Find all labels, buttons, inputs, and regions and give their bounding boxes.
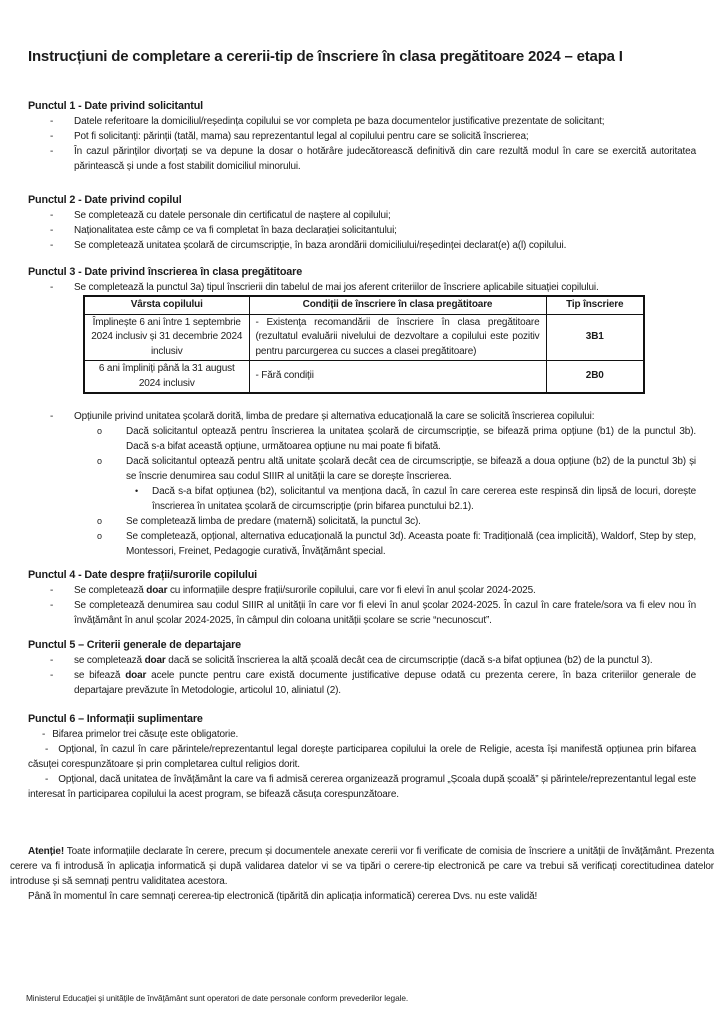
list-item [28,668,696,698]
list-item-text: Opțiunile privind unitatea școlară dorită, limba de predare și alternativa educațională la care se solicită înscrierea copilului: [74,411,595,422]
dash-bullet: - [42,729,46,740]
list-item [28,114,696,129]
paragraph-text: Bifarea primelor trei căsuțe este obligatorie. [52,729,239,740]
section-punctul-6 [28,712,696,802]
dash-bullet: - [50,225,54,236]
dash-bullet: - [50,146,54,157]
list-item [28,583,696,598]
paragraph-text: Opțional, dacă unitatea de învățământ la care va fi admisă cererea organizează programul „Școala după școală” și părintele/reprezentantul legal este interesat în participarea copilului la acest program, se bifează căsuța corespunzătoare. [28,774,696,800]
section-punctul-1 [28,99,696,174]
list-item [28,144,696,174]
list-item [28,238,696,253]
list-item-text: Dacă solicitantul optează pentru altă unitate școlară decât cea de circumscripție, se bifează a doua opțiune (b2) de la punctul 3b) și se înscrie denumirea sau codul SIIIR al unității la care se dorește înscrierea. [126,456,696,482]
list-item-text [74,653,696,668]
list-item-text: Pot fi solicitanți: părinții (tatăl, mama) sau reprezentantul legal al copilului pentru care se solicită înscrierea; [74,131,529,142]
dash-bullet: - [45,744,49,755]
list-item [28,454,696,484]
text-segment: se bifează [74,670,126,681]
disc-bullet: • [135,486,139,496]
circle-bullet: o [97,456,102,466]
text-segment: dacă se solicită înscrierea la altă școală decât cea de circumscripție (dacă s-a bifat opțiunea (b2) de la punctul 3). [165,655,653,666]
circle-bullet: o [97,516,102,526]
table-header-row [84,296,644,314]
paragraph-text: Opțional, în cazul în care părintele/reprezentantul legal dorește participarea copilului la orele de Religie, acesta își manifestă opțiunea prin bifarea căsuței corespunzătoare și prin completarea cultul religios dorit. [28,744,696,770]
paragraph [28,742,696,772]
bold-text: doar [146,585,168,596]
list-item [28,514,696,529]
paragraph: Până în momentul în care semnați cererea-tip electronică (tipărită din aplicația informatică) cererea Dvs. nu este validă! [28,891,538,902]
list-item-text [74,668,696,698]
column-header-age: Vârsta copilului [84,296,249,314]
bold-text: doar [144,655,166,666]
section-6-heading: Punctul 6 – Informații suplimentare [28,713,203,725]
conditions-cell: - Existența recomandării de înscriere în clasa pregătitoare (rezultatul evaluării nivelului de dezvoltare a copilului este pozitiv pentru parcurgerea cu succes a clasei pregătitoare) [249,314,546,361]
type-cell: 2B0 [546,361,644,394]
column-header-type: Tip înscriere [546,296,644,314]
circle-bullet: o [97,531,102,541]
age-cell: 6 ani împliniți până la 31 august 2024 inclusiv [84,361,249,394]
list-item-text: Se completează unitatea școlară de circumscripție, în baza arondării domiciliului/reședinței declarat(e) a(l) copilului. [74,240,567,251]
dash-bullet: - [50,131,54,142]
list-item [28,409,696,424]
list-item-text: Naționalitatea este câmp ce va fi completat în baza declarației solicitantului; [74,225,397,236]
section-2-heading: Punctul 2 - Date privind copilul [28,194,182,206]
age-cell: Împlinește 6 ani între 1 septembrie 2024 inclusiv și 31 decembrie 2024 inclusiv [84,314,249,361]
type-cell: 3B1 [546,314,644,361]
section-punctul-5 [28,638,696,698]
paragraph-text: Toate informațiile declarate în cerere, precum și documentele anexate cererii vor fi verificate de comisia de înscriere a unității de învățământ. Prezenta cerere va fi introdusă în aplicația informatică și după validarea datelor vi se va tipări o cerere-tip electronică pe care va trebui să verificați corectitudinea datelor introduse și să semnați pentru validitatea acestora. [10,846,714,887]
table-row [84,314,644,361]
list-item-text: Se completează limba de predare (maternă) solicitată, la punctul 3c). [126,516,421,527]
table-row [84,361,644,394]
dash-bullet: - [50,116,54,127]
list-item-text [74,583,696,598]
dash-bullet: - [50,240,54,251]
text-segment: Se completează [74,585,147,596]
list-item-text: Dacă s-a bifat opțiunea (b2), solicitantul va menționa dacă, în cazul în care cererea este respinsă din lipsă de locuri, dorește înscrierea în unitatea școlară de circumscripție (prin bifarea punctului b2.1). [152,486,696,512]
list-item [28,280,696,295]
section-punctul-2 [28,193,696,253]
dash-bullet: - [50,282,54,293]
section-punctul-4 [28,568,696,628]
paragraph [28,727,696,742]
list-item [28,653,696,668]
list-item [28,529,696,559]
footer-note: Ministerul Educației și unitățile de învățământ sunt operatori de date personale conform prevederilor legale. [26,993,409,1003]
list-item [28,484,696,514]
dash-bullet: - [50,600,54,611]
list-item-text: În cazul părinților divorțați se va depune la dosar o hotărâre judecătorească definitivă din care rezultă modul în care se exercită autoritatea părintească și unde a fost stabilit domiciliul minorului. [74,146,696,172]
text-segment: se completează [74,655,145,666]
section-4-heading: Punctul 4 - Date despre frații/surorile copilului [28,569,258,581]
dash-bullet: - [50,411,54,422]
list-item-text: Se completează cu datele personale din certificatul de naștere al copilului; [74,210,391,221]
column-header-conditions: Condiții de înscriere în clasa pregătitoare [249,296,546,314]
page-title: Instrucțiuni de completare a cererii-tip de înscriere în clasa pregătitoare 2024 – etapa I [28,48,623,65]
list-item [28,129,696,144]
section-punctul-3 [28,265,696,559]
list-item-text: Se completează la punctul 3a) tipul înscrierii din tabelul de mai jos aferent criteriilor de înscriere aplicabile situației copilului. [74,282,599,293]
list-item [28,598,696,628]
paragraph [28,772,696,802]
list-item-text: Dacă solicitantul optează pentru înscrierea la unitatea școlară de circumscripție, se bifează prima opțiune (b1) de la punctul 3b). Dacă s-a bifat această opțiune, următoarea opțiune nu mai poate fi bifată. [126,426,696,452]
paragraph [10,844,714,889]
dash-bullet: - [50,210,54,221]
bold-text: doar [125,670,147,681]
enrollment-criteria-table [83,295,645,394]
dash-bullet: - [50,585,54,596]
list-item-text: Se completează, opțional, alternativa educațională la punctul 3d). Aceasta poate fi: Tradițională (cea implicită), Waldorf, Step by step, Montessori, Freinet, Pedagogie curativă, Învățământ special. [126,531,696,557]
list-item-text: Datele referitoare la domiciliul/reședința copilului se vor completa pe baza documentelor justificative prezentate de solicitant; [74,116,605,127]
section-5-heading: Punctul 5 – Criterii generale de departajare [28,639,242,651]
section-1-heading: Punctul 1 - Date privind solicitantul [28,100,204,112]
list-item-text: Se completează denumirea sau codul SIIIR al unității în care vor fi elevi în anul școlar 2024-2025. În cazul în care fratele/sora va fi elev nou în învățământ în anul școlar 2024-2025, în câmpul din coloana unității școlare se scrie “necunoscut”. [74,600,696,626]
attention-label: Atenție! [28,846,65,857]
dash-bullet: - [50,655,54,666]
attention-note [10,844,714,904]
circle-bullet: o [97,426,102,436]
dash-bullet: - [50,670,54,681]
dash-bullet: - [45,774,49,785]
text-segment: acele puncte pentru care există documente justificative depuse odată cu prezenta cerere, în baza criteriilor generale de departajare prevăzute în Metodologie, articolul 10, aliniatul (2). [74,670,696,696]
section-3-heading: Punctul 3 - Date privind înscrierea în clasa pregătitoare [28,266,303,278]
list-item [28,208,696,223]
conditions-cell: - Fără condiții [249,361,546,394]
list-item [28,223,696,238]
text-segment: cu informațiile despre frații/surorile copilului, care vor fi elevi în anul școlar 2024-2025. [167,585,536,596]
list-item [28,424,696,454]
